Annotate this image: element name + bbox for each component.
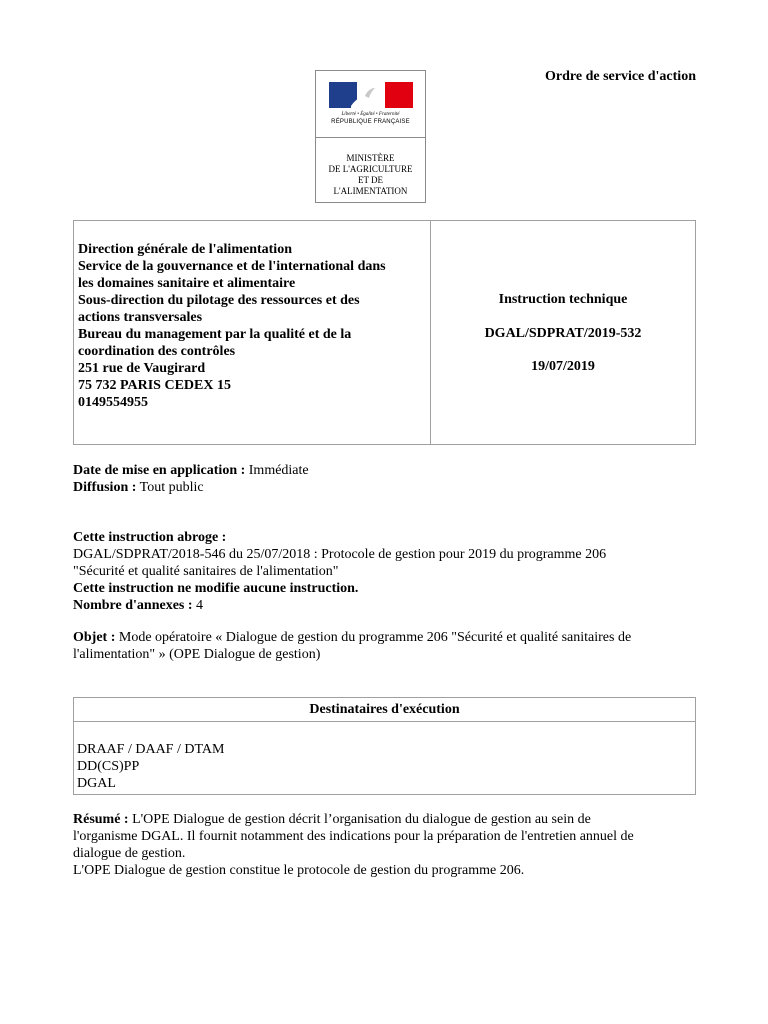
object-text: Mode opératoire « Dialogue de gestion du programme 206 "Sécurité et qualité sanitaires de — [115, 630, 632, 645]
application-info — [73, 462, 696, 496]
instruction-date: 19/07/2019 — [531, 359, 595, 374]
ministry-line: DE L'AGRICULTURE — [328, 164, 413, 174]
diffusion-row — [73, 479, 696, 496]
sender-line: coordination des contrôles — [78, 344, 236, 359]
summary-info — [73, 811, 696, 879]
summary-text-cont: dialogue de gestion. — [73, 846, 186, 861]
abrogation-info — [73, 529, 696, 614]
sender-line: actions transversales — [78, 310, 203, 325]
summary-text-cont: l'organisme DGAL. Il fournit notamment des indications pour la préparation de l'entretien annuel de — [73, 829, 634, 844]
recipients-header: Destinataires d'exécution — [74, 698, 695, 722]
diffusion-value: Tout public — [136, 480, 204, 495]
ministry-name — [316, 153, 425, 197]
ministry-logo — [315, 70, 426, 203]
sender-block — [78, 241, 424, 411]
marianne-flag-icon — [329, 82, 413, 108]
abrogation-line: "Sécurité et qualité sanitaires de l'alimentation" — [73, 564, 339, 579]
summary-text: L'OPE Dialogue de gestion décrit l’organisation du dialogue de gestion au sein de — [128, 812, 591, 827]
summary-text-cont: L'OPE Dialogue de gestion constitue le protocole de gestion du programme 206. — [73, 863, 525, 878]
object-text-cont: l'alimentation" » (OPE Dialogue de gestion) — [73, 647, 321, 662]
sender-line: les domaines sanitaire et alimentaire — [78, 276, 296, 291]
recipient-item: DRAAF / DAAF / DTAM — [77, 742, 225, 757]
ministry-line: L'ALIMENTATION — [333, 186, 408, 196]
sender-line: 251 rue de Vaugirard — [78, 361, 206, 376]
sender-line: 75 732 PARIS CEDEX 15 — [78, 378, 231, 393]
document-type: Ordre de service d'action — [545, 69, 696, 84]
sender-line: Sous-direction du pilotage des ressources et des — [78, 293, 360, 308]
sender-line: 0149554955 — [78, 395, 148, 410]
recipients-list — [77, 741, 224, 792]
abrogation-label: Cette instruction abroge : — [73, 530, 227, 545]
object-row — [73, 629, 696, 646]
instruction-block — [431, 291, 695, 392]
instruction-reference: DGAL/SDPRAT/2019-532 — [484, 325, 642, 341]
republic-motto: Liberté • Égalité • Fraternité — [341, 112, 400, 117]
application-date-label: Date de mise en application : — [73, 463, 246, 478]
sender-line: Direction générale de l'alimentation — [78, 242, 292, 257]
abrogation-line: DGAL/SDPRAT/2018-546 du 25/07/2018 : Protocole de gestion pour 2019 du programme 206 — [73, 547, 607, 562]
diffusion-label: Diffusion : — [73, 480, 137, 495]
summary-label: Résumé : — [73, 812, 129, 827]
instruction-type: Instruction technique — [498, 292, 628, 307]
ministry-line: ET DE — [357, 175, 384, 185]
flag-red — [385, 82, 413, 108]
annexes-label: Nombre d'annexes : — [73, 598, 193, 613]
summary-row — [73, 811, 696, 828]
modifies-statement: Cette instruction ne modifie aucune instruction. — [73, 581, 359, 596]
recipient-item: DD(CS)PP — [77, 759, 140, 774]
sender-line: Bureau du management par la qualité et de la — [78, 327, 352, 342]
sender-line: Service de la gouvernance et de l'international dans — [78, 259, 386, 274]
object-info — [73, 629, 696, 663]
annexes-row — [73, 597, 696, 614]
logo-divider — [316, 137, 425, 138]
republic-name: RÉPUBLIQUE FRANÇAISE — [331, 119, 410, 125]
recipients-table — [73, 697, 696, 795]
ministry-line: MINISTÈRE — [346, 153, 395, 163]
recipient-item: DGAL — [77, 776, 116, 791]
application-date-value: Immédiate — [245, 463, 309, 478]
application-date-row — [73, 462, 696, 479]
header-table — [73, 220, 696, 445]
object-label: Objet : — [73, 630, 116, 645]
annexes-value: 4 — [192, 598, 204, 613]
